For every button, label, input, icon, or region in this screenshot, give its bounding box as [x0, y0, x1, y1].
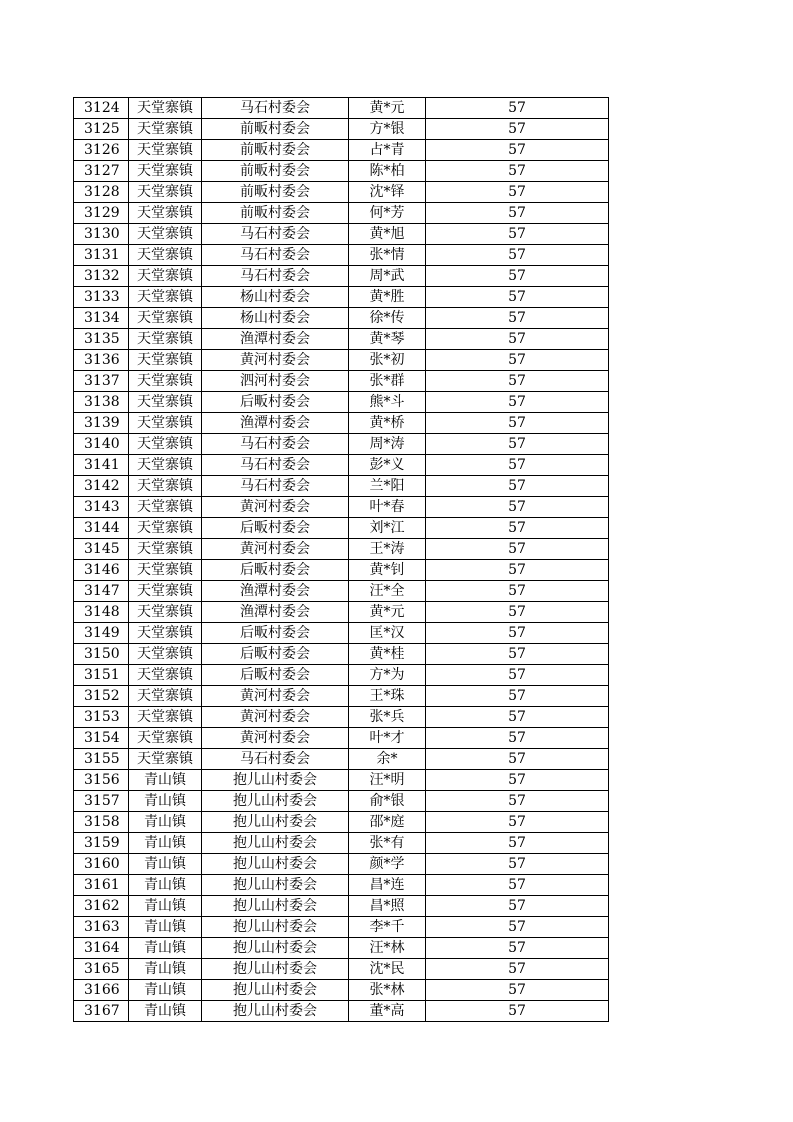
- village-committee-cell: 后畈村委会: [202, 560, 349, 581]
- row-number-cell: 3142: [74, 476, 129, 497]
- town-cell: 天堂寨镇: [129, 266, 202, 287]
- town-cell: 天堂寨镇: [129, 119, 202, 140]
- row-number-cell: 3128: [74, 182, 129, 203]
- row-number-cell: 3161: [74, 875, 129, 896]
- amount-cell: 57: [426, 539, 609, 560]
- village-committee-cell: 前畈村委会: [202, 119, 349, 140]
- table-row: [74, 812, 609, 833]
- town-cell: 天堂寨镇: [129, 602, 202, 623]
- person-name-cell: 周*涛: [349, 434, 426, 455]
- village-committee-cell: 马石村委会: [202, 434, 349, 455]
- town-cell: 青山镇: [129, 1001, 202, 1022]
- amount-cell: 57: [426, 917, 609, 938]
- person-name-cell: 兰*阳: [349, 476, 426, 497]
- person-name-cell: 张*林: [349, 980, 426, 1001]
- amount-cell: 57: [426, 938, 609, 959]
- amount-cell: 57: [426, 119, 609, 140]
- village-committee-cell: 后畈村委会: [202, 518, 349, 539]
- person-name-cell: 黄*旭: [349, 224, 426, 245]
- person-name-cell: 刘*江: [349, 518, 426, 539]
- subsidy-roster-table: [73, 97, 609, 1022]
- table-row: [74, 413, 609, 434]
- town-cell: 青山镇: [129, 938, 202, 959]
- table-row: [74, 476, 609, 497]
- village-committee-cell: 抱儿山村委会: [202, 812, 349, 833]
- person-name-cell: 张*有: [349, 833, 426, 854]
- village-committee-cell: 泗河村委会: [202, 371, 349, 392]
- village-committee-cell: 黄河村委会: [202, 539, 349, 560]
- row-number-cell: 3143: [74, 497, 129, 518]
- person-name-cell: 张*情: [349, 245, 426, 266]
- village-committee-cell: 前畈村委会: [202, 140, 349, 161]
- village-committee-cell: 后畈村委会: [202, 665, 349, 686]
- table-row: [74, 245, 609, 266]
- table-row: [74, 161, 609, 182]
- row-number-cell: 3151: [74, 665, 129, 686]
- person-name-cell: 黄*琴: [349, 329, 426, 350]
- row-number-cell: 3156: [74, 770, 129, 791]
- amount-cell: 57: [426, 980, 609, 1001]
- row-number-cell: 3133: [74, 287, 129, 308]
- row-number-cell: 3144: [74, 518, 129, 539]
- table-row: [74, 602, 609, 623]
- table-row: [74, 119, 609, 140]
- table-row: [74, 329, 609, 350]
- village-committee-cell: 黄河村委会: [202, 686, 349, 707]
- village-committee-cell: 抱儿山村委会: [202, 875, 349, 896]
- table-row: [74, 98, 609, 119]
- person-name-cell: 董*高: [349, 1001, 426, 1022]
- row-number-cell: 3157: [74, 791, 129, 812]
- person-name-cell: 黄*胜: [349, 287, 426, 308]
- amount-cell: 57: [426, 518, 609, 539]
- town-cell: 天堂寨镇: [129, 287, 202, 308]
- person-name-cell: 徐*传: [349, 308, 426, 329]
- town-cell: 天堂寨镇: [129, 476, 202, 497]
- table-row: [74, 308, 609, 329]
- person-name-cell: 张*兵: [349, 707, 426, 728]
- person-name-cell: 余*: [349, 749, 426, 770]
- village-committee-cell: 抱儿山村委会: [202, 1001, 349, 1022]
- row-number-cell: 3132: [74, 266, 129, 287]
- amount-cell: 57: [426, 644, 609, 665]
- town-cell: 青山镇: [129, 917, 202, 938]
- table-row: [74, 434, 609, 455]
- row-number-cell: 3127: [74, 161, 129, 182]
- table-row: [74, 224, 609, 245]
- row-number-cell: 3131: [74, 245, 129, 266]
- amount-cell: 57: [426, 959, 609, 980]
- table-row: [74, 644, 609, 665]
- row-number-cell: 3146: [74, 560, 129, 581]
- amount-cell: 57: [426, 371, 609, 392]
- table-row: [74, 182, 609, 203]
- village-committee-cell: 黄河村委会: [202, 497, 349, 518]
- person-name-cell: 叶*才: [349, 728, 426, 749]
- row-number-cell: 3135: [74, 329, 129, 350]
- table-row: [74, 140, 609, 161]
- village-committee-cell: 渔潭村委会: [202, 329, 349, 350]
- village-committee-cell: 黄河村委会: [202, 350, 349, 371]
- town-cell: 天堂寨镇: [129, 224, 202, 245]
- row-number-cell: 3141: [74, 455, 129, 476]
- amount-cell: 57: [426, 1001, 609, 1022]
- table-row: [74, 875, 609, 896]
- row-number-cell: 3158: [74, 812, 129, 833]
- amount-cell: 57: [426, 623, 609, 644]
- town-cell: 青山镇: [129, 854, 202, 875]
- row-number-cell: 3166: [74, 980, 129, 1001]
- table-row: [74, 686, 609, 707]
- amount-cell: 57: [426, 413, 609, 434]
- town-cell: 天堂寨镇: [129, 665, 202, 686]
- person-name-cell: 黄*钊: [349, 560, 426, 581]
- amount-cell: 57: [426, 665, 609, 686]
- person-name-cell: 方*为: [349, 665, 426, 686]
- person-name-cell: 黄*桥: [349, 413, 426, 434]
- village-committee-cell: 马石村委会: [202, 476, 349, 497]
- town-cell: 天堂寨镇: [129, 434, 202, 455]
- village-committee-cell: 抱儿山村委会: [202, 833, 349, 854]
- village-committee-cell: 马石村委会: [202, 266, 349, 287]
- table-row: [74, 791, 609, 812]
- amount-cell: 57: [426, 896, 609, 917]
- village-committee-cell: 抱儿山村委会: [202, 959, 349, 980]
- person-name-cell: 匡*汉: [349, 623, 426, 644]
- village-committee-cell: 马石村委会: [202, 98, 349, 119]
- amount-cell: 57: [426, 749, 609, 770]
- town-cell: 天堂寨镇: [129, 749, 202, 770]
- table-row: [74, 728, 609, 749]
- row-number-cell: 3160: [74, 854, 129, 875]
- row-number-cell: 3148: [74, 602, 129, 623]
- amount-cell: 57: [426, 497, 609, 518]
- person-name-cell: 方*银: [349, 119, 426, 140]
- village-committee-cell: 抱儿山村委会: [202, 791, 349, 812]
- amount-cell: 57: [426, 581, 609, 602]
- village-committee-cell: 抱儿山村委会: [202, 980, 349, 1001]
- town-cell: 青山镇: [129, 833, 202, 854]
- person-name-cell: 昌*照: [349, 896, 426, 917]
- village-committee-cell: 黄河村委会: [202, 728, 349, 749]
- person-name-cell: 熊*斗: [349, 392, 426, 413]
- town-cell: 天堂寨镇: [129, 371, 202, 392]
- table-row: [74, 665, 609, 686]
- town-cell: 天堂寨镇: [129, 686, 202, 707]
- town-cell: 天堂寨镇: [129, 392, 202, 413]
- person-name-cell: 黄*元: [349, 602, 426, 623]
- person-name-cell: 陈*柏: [349, 161, 426, 182]
- village-committee-cell: 后畈村委会: [202, 644, 349, 665]
- table-row: [74, 581, 609, 602]
- row-number-cell: 3136: [74, 350, 129, 371]
- amount-cell: 57: [426, 812, 609, 833]
- town-cell: 天堂寨镇: [129, 644, 202, 665]
- row-number-cell: 3126: [74, 140, 129, 161]
- town-cell: 天堂寨镇: [129, 539, 202, 560]
- town-cell: 天堂寨镇: [129, 308, 202, 329]
- town-cell: 天堂寨镇: [129, 518, 202, 539]
- row-number-cell: 3163: [74, 917, 129, 938]
- village-committee-cell: 渔潭村委会: [202, 413, 349, 434]
- amount-cell: 57: [426, 770, 609, 791]
- row-number-cell: 3152: [74, 686, 129, 707]
- table-row: [74, 917, 609, 938]
- village-committee-cell: 杨山村委会: [202, 308, 349, 329]
- table-row: [74, 497, 609, 518]
- amount-cell: 57: [426, 329, 609, 350]
- village-committee-cell: 后畈村委会: [202, 392, 349, 413]
- row-number-cell: 3137: [74, 371, 129, 392]
- person-name-cell: 张*群: [349, 371, 426, 392]
- person-name-cell: 叶*春: [349, 497, 426, 518]
- person-name-cell: 沈*民: [349, 959, 426, 980]
- row-number-cell: 3155: [74, 749, 129, 770]
- town-cell: 天堂寨镇: [129, 245, 202, 266]
- row-number-cell: 3130: [74, 224, 129, 245]
- row-number-cell: 3162: [74, 896, 129, 917]
- amount-cell: 57: [426, 182, 609, 203]
- village-committee-cell: 前畈村委会: [202, 161, 349, 182]
- person-name-cell: 周*武: [349, 266, 426, 287]
- person-name-cell: 汪*全: [349, 581, 426, 602]
- village-committee-cell: 后畈村委会: [202, 623, 349, 644]
- person-name-cell: 李*千: [349, 917, 426, 938]
- row-number-cell: 3147: [74, 581, 129, 602]
- row-number-cell: 3134: [74, 308, 129, 329]
- amount-cell: 57: [426, 602, 609, 623]
- table-row: [74, 560, 609, 581]
- table-row: [74, 287, 609, 308]
- amount-cell: 57: [426, 875, 609, 896]
- amount-cell: 57: [426, 308, 609, 329]
- table-row: [74, 539, 609, 560]
- row-number-cell: 3139: [74, 413, 129, 434]
- row-number-cell: 3153: [74, 707, 129, 728]
- town-cell: 天堂寨镇: [129, 98, 202, 119]
- amount-cell: 57: [426, 791, 609, 812]
- village-committee-cell: 抱儿山村委会: [202, 938, 349, 959]
- table-row: [74, 833, 609, 854]
- town-cell: 青山镇: [129, 875, 202, 896]
- amount-cell: 57: [426, 161, 609, 182]
- table-row: [74, 350, 609, 371]
- table-row: [74, 749, 609, 770]
- town-cell: 天堂寨镇: [129, 455, 202, 476]
- person-name-cell: 邵*庭: [349, 812, 426, 833]
- town-cell: 天堂寨镇: [129, 497, 202, 518]
- amount-cell: 57: [426, 728, 609, 749]
- table-row: [74, 938, 609, 959]
- person-name-cell: 王*涛: [349, 539, 426, 560]
- village-committee-cell: 前畈村委会: [202, 182, 349, 203]
- town-cell: 天堂寨镇: [129, 560, 202, 581]
- village-committee-cell: 马石村委会: [202, 245, 349, 266]
- amount-cell: 57: [426, 350, 609, 371]
- table-row: [74, 371, 609, 392]
- village-committee-cell: 抱儿山村委会: [202, 770, 349, 791]
- row-number-cell: 3124: [74, 98, 129, 119]
- table-row: [74, 623, 609, 644]
- table-row: [74, 896, 609, 917]
- row-number-cell: 3138: [74, 392, 129, 413]
- table-row: [74, 854, 609, 875]
- row-number-cell: 3154: [74, 728, 129, 749]
- table-row: [74, 707, 609, 728]
- row-number-cell: 3150: [74, 644, 129, 665]
- person-name-cell: 彭*义: [349, 455, 426, 476]
- row-number-cell: 3165: [74, 959, 129, 980]
- village-committee-cell: 抱儿山村委会: [202, 917, 349, 938]
- town-cell: 天堂寨镇: [129, 140, 202, 161]
- table-row: [74, 770, 609, 791]
- town-cell: 天堂寨镇: [129, 413, 202, 434]
- village-committee-cell: 马石村委会: [202, 749, 349, 770]
- person-name-cell: 张*初: [349, 350, 426, 371]
- town-cell: 天堂寨镇: [129, 728, 202, 749]
- town-cell: 青山镇: [129, 812, 202, 833]
- town-cell: 青山镇: [129, 959, 202, 980]
- town-cell: 天堂寨镇: [129, 350, 202, 371]
- village-committee-cell: 杨山村委会: [202, 287, 349, 308]
- row-number-cell: 3129: [74, 203, 129, 224]
- row-number-cell: 3140: [74, 434, 129, 455]
- village-committee-cell: 渔潭村委会: [202, 581, 349, 602]
- table-row: [74, 518, 609, 539]
- amount-cell: 57: [426, 224, 609, 245]
- village-committee-cell: 马石村委会: [202, 455, 349, 476]
- row-number-cell: 3149: [74, 623, 129, 644]
- person-name-cell: 昌*连: [349, 875, 426, 896]
- town-cell: 青山镇: [129, 791, 202, 812]
- table-row: [74, 266, 609, 287]
- person-name-cell: 黄*元: [349, 98, 426, 119]
- village-committee-cell: 马石村委会: [202, 224, 349, 245]
- table-row: [74, 392, 609, 413]
- person-name-cell: 沈*铎: [349, 182, 426, 203]
- row-number-cell: 3125: [74, 119, 129, 140]
- person-name-cell: 何*芳: [349, 203, 426, 224]
- village-committee-cell: 黄河村委会: [202, 707, 349, 728]
- village-committee-cell: 前畈村委会: [202, 203, 349, 224]
- person-name-cell: 俞*银: [349, 791, 426, 812]
- amount-cell: 57: [426, 434, 609, 455]
- person-name-cell: 黄*桂: [349, 644, 426, 665]
- town-cell: 天堂寨镇: [129, 182, 202, 203]
- amount-cell: 57: [426, 203, 609, 224]
- amount-cell: 57: [426, 455, 609, 476]
- person-name-cell: 王*珠: [349, 686, 426, 707]
- town-cell: 青山镇: [129, 980, 202, 1001]
- town-cell: 青山镇: [129, 896, 202, 917]
- town-cell: 天堂寨镇: [129, 203, 202, 224]
- amount-cell: 57: [426, 392, 609, 413]
- amount-cell: 57: [426, 476, 609, 497]
- amount-cell: 57: [426, 98, 609, 119]
- person-name-cell: 汪*明: [349, 770, 426, 791]
- town-cell: 天堂寨镇: [129, 623, 202, 644]
- amount-cell: 57: [426, 707, 609, 728]
- person-name-cell: 汪*林: [349, 938, 426, 959]
- town-cell: 天堂寨镇: [129, 581, 202, 602]
- town-cell: 天堂寨镇: [129, 707, 202, 728]
- amount-cell: 57: [426, 245, 609, 266]
- amount-cell: 57: [426, 854, 609, 875]
- village-committee-cell: 抱儿山村委会: [202, 854, 349, 875]
- table-row: [74, 455, 609, 476]
- amount-cell: 57: [426, 833, 609, 854]
- amount-cell: 57: [426, 266, 609, 287]
- village-committee-cell: 渔潭村委会: [202, 602, 349, 623]
- amount-cell: 57: [426, 287, 609, 308]
- person-name-cell: 占*青: [349, 140, 426, 161]
- row-number-cell: 3159: [74, 833, 129, 854]
- person-name-cell: 颜*学: [349, 854, 426, 875]
- town-cell: 天堂寨镇: [129, 329, 202, 350]
- table-row: [74, 203, 609, 224]
- row-number-cell: 3164: [74, 938, 129, 959]
- row-number-cell: 3167: [74, 1001, 129, 1022]
- table-row: [74, 959, 609, 980]
- row-number-cell: 3145: [74, 539, 129, 560]
- table-body: [74, 98, 609, 1022]
- village-committee-cell: 抱儿山村委会: [202, 896, 349, 917]
- amount-cell: 57: [426, 140, 609, 161]
- table-row: [74, 1001, 609, 1022]
- amount-cell: 57: [426, 686, 609, 707]
- table-row: [74, 980, 609, 1001]
- amount-cell: 57: [426, 560, 609, 581]
- town-cell: 青山镇: [129, 770, 202, 791]
- town-cell: 天堂寨镇: [129, 161, 202, 182]
